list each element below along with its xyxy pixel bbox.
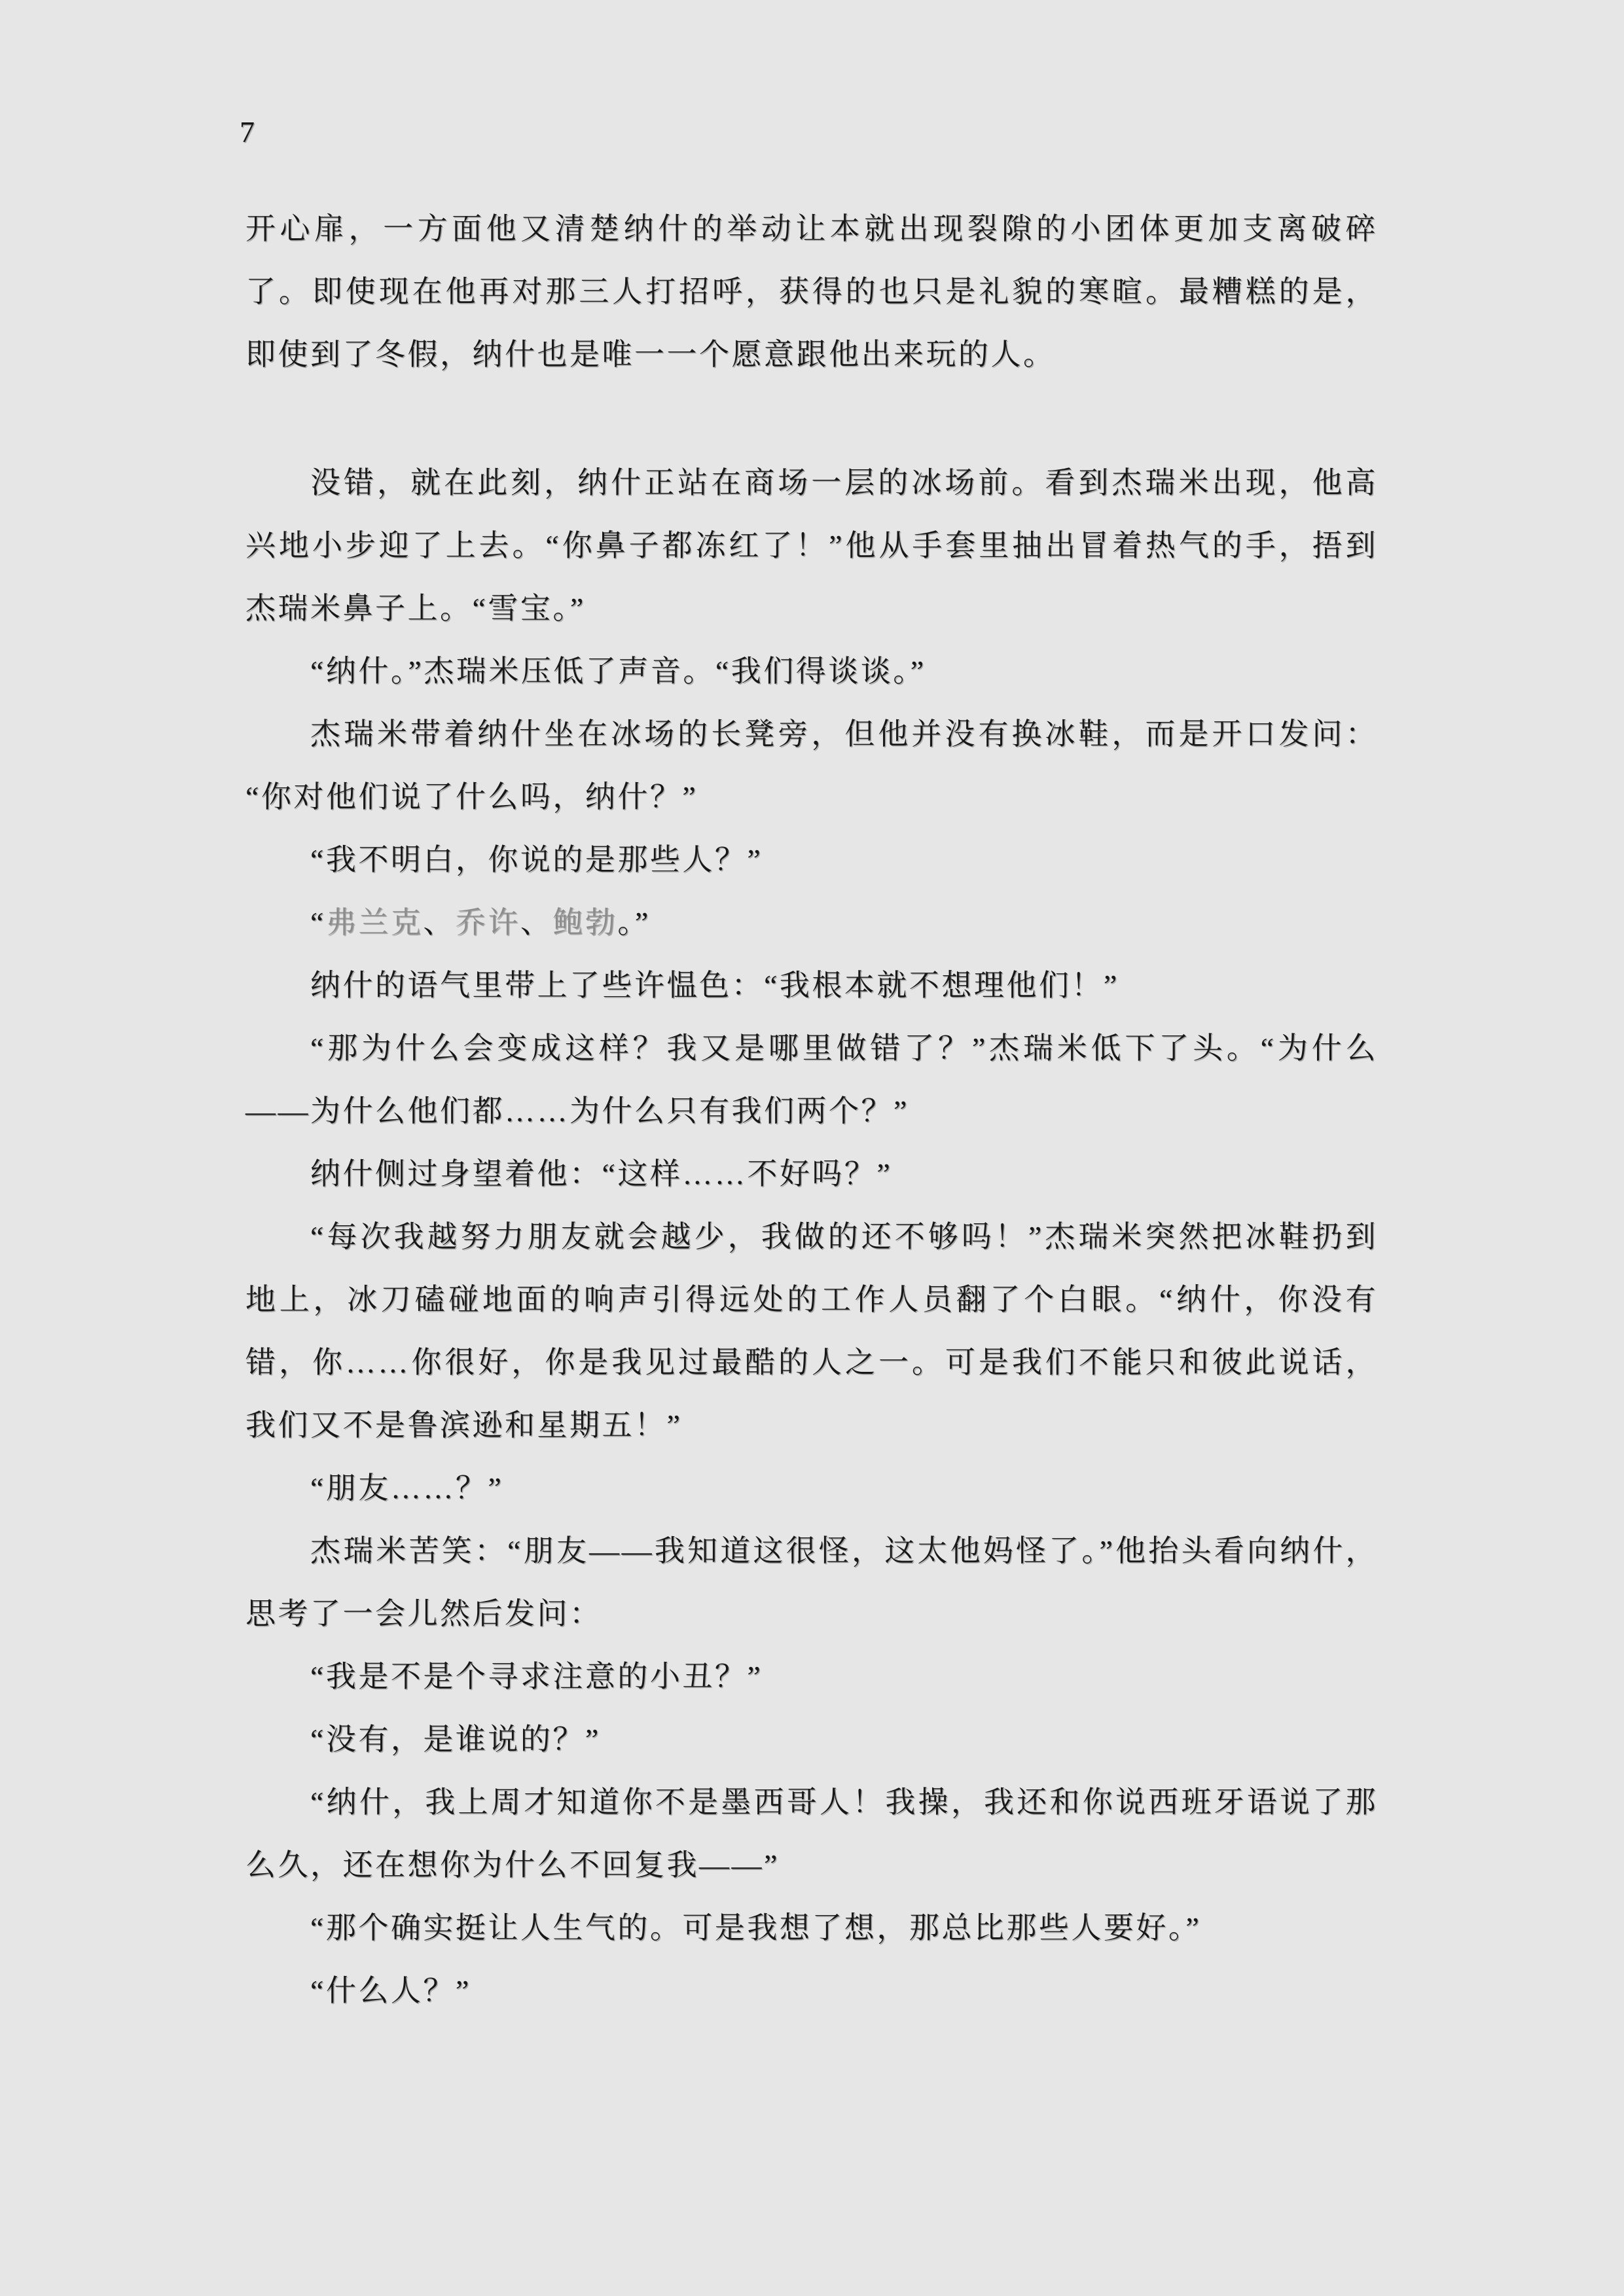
text-run: “什么人？” xyxy=(310,1974,471,2007)
paragraph xyxy=(245,1206,1378,1457)
text-run: 杰瑞米苦笑：“朋友——我知道这很怪，这太他妈怪了。”他抬头看向纳什，思考了一会儿然后发问： xyxy=(245,1534,1378,1630)
text-run: 、 xyxy=(520,906,553,939)
paragraph xyxy=(245,1771,1378,1897)
text-run: “ xyxy=(310,906,326,939)
character-name-muted: 鲍勃 xyxy=(552,906,618,939)
paragraph xyxy=(245,891,1378,954)
text-run: “没有，是谁说的？” xyxy=(310,1723,601,1756)
paragraph xyxy=(245,1897,1378,1960)
paragraph xyxy=(245,829,1378,891)
paragraph xyxy=(245,198,1378,386)
text-run: 没错，就在此刻，纳什正站在商场一层的冰场前。看到杰瑞米出现，他高兴地小步迎了上去。“你鼻子都冻红了！”他从手套里抽出冒着热气的手，捂到杰瑞米鼻子上。“雪宝。” xyxy=(245,466,1378,625)
text-run: “朋友……？” xyxy=(310,1471,504,1505)
character-name-muted: 弗兰克 xyxy=(325,906,424,939)
paragraph xyxy=(245,1960,1378,2022)
page-body xyxy=(245,198,1378,2022)
paragraph xyxy=(245,1017,1378,1143)
paragraph xyxy=(245,954,1378,1017)
paragraph xyxy=(245,640,1378,703)
text-run: “我不明白，你说的是那些人？” xyxy=(310,843,763,876)
text-run: 纳什侧过身望着他：“这样……不好吗？” xyxy=(310,1157,893,1191)
paragraph xyxy=(245,703,1378,829)
text-run: 纳什的语气里带上了些许愠色：“我根本就不想理他们！” xyxy=(310,969,1119,1002)
text-run: “我是不是个寻求注意的小丑？” xyxy=(310,1660,763,1693)
paragraph xyxy=(245,1645,1378,1708)
character-name-muted: 乔许 xyxy=(455,906,520,939)
text-run: “纳什，我上周才知道你不是墨西哥人！我操，我还和你说西班牙语说了那么久，还在想你为什么不回复我——” xyxy=(245,1785,1378,1882)
text-run: “那个确实挺让人生气的。可是我想了想，那总比那些人要好。” xyxy=(310,1911,1202,1945)
text-run: 。” xyxy=(617,906,651,939)
paragraph xyxy=(245,1143,1378,1206)
paragraph xyxy=(245,1457,1378,1520)
paragraph xyxy=(245,1520,1378,1645)
text-run: 、 xyxy=(423,906,456,939)
text-run: “每次我越努力朋友就会越少，我做的还不够吗！”杰瑞米突然把冰鞋扔到地上，冰刀磕碰地面的响声引得远处的工作人员翻了个白眼。“纳什，你没有错，你……你很好，你是我见过最酷的人之一。可是我们不能只和彼此说话，我们又不是鲁滨逊和星期五！” xyxy=(245,1220,1378,1442)
paragraph xyxy=(245,1708,1378,1771)
text-run: 开心扉，一方面他又清楚纳什的举动让本就出现裂隙的小团体更加支离破碎了。即使现在他再对那三人打招呼，获得的也只是礼貌的寒暄。最糟糕的是，即使到了冬假，纳什也是唯一一个愿意跟他出来玩的人。 xyxy=(245,212,1378,371)
text-run: “那为什么会变成这样？我又是哪里做错了？”杰瑞米低下了头。“为什么——为什么他们都……为什么只有我们两个？” xyxy=(245,1031,1378,1128)
paragraph xyxy=(245,452,1378,640)
text-run: 杰瑞米带着纳什坐在冰场的长凳旁，但他并没有换冰鞋，而是开口发问：“你对他们说了什么吗，纳什？” xyxy=(245,717,1378,814)
text-run: “纳什。”杰瑞米压低了声音。“我们得谈谈。” xyxy=(310,655,926,688)
page-number: 7 xyxy=(240,115,255,149)
